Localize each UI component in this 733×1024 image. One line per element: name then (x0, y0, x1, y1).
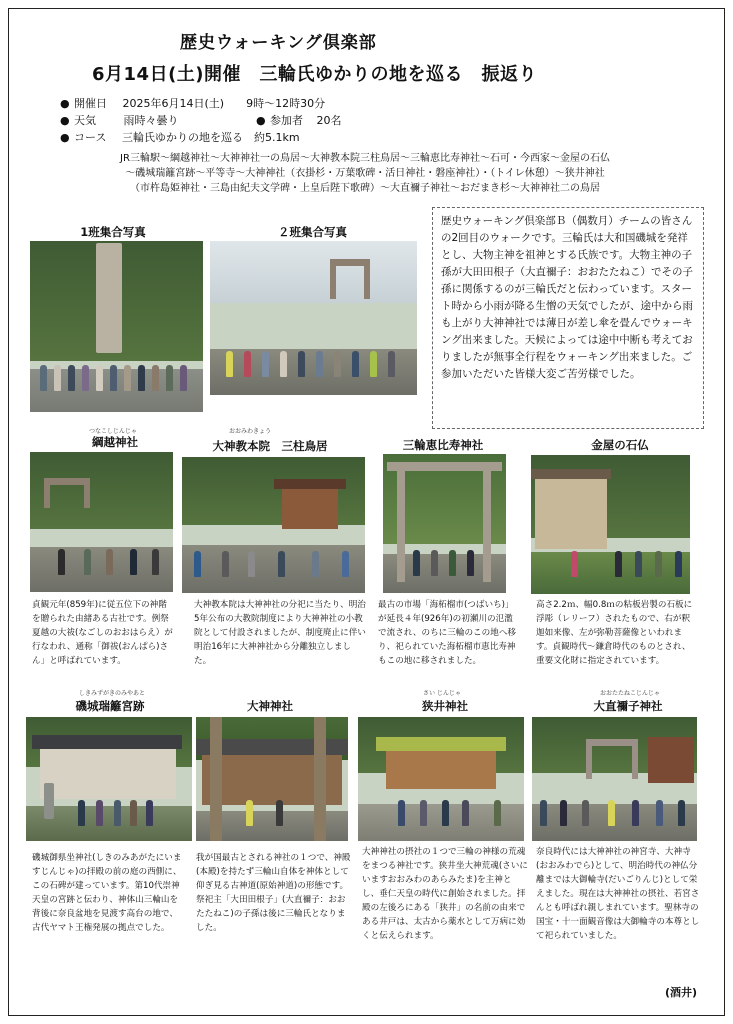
route-line-2: ～磯城瑞籬宮跡～平等寺～大神神社（衣掛杉・万葉歌碑・活日神社・磐座神社）・（トイレ休憩）～狭井神社 (125, 168, 605, 179)
course-value: 三輪氏ゆかりの地を巡る 約5.1km (121, 131, 300, 144)
tsunakoshi-desc: 貞観元年(859年)に従五位下の神階を贈られた由緒ある古社です。例祭 夏越の大祓(なごしのおおはらえ）が行なわれ、通称「御祓(おんぱら)さん」と呼ばれています。 (32, 600, 178, 666)
oomiwa-photo (196, 717, 348, 841)
sai-photo (358, 717, 524, 841)
sai-caption: 狭井神社 (422, 699, 468, 713)
oomiwa-caption: 大神神社 (247, 699, 293, 713)
route-line-3: （市杵島姫神社・三島由紀夫文学碑・上皇后陛下歌碑）～大直禰子神社～おだまき杉～大神神社二の鳥居 (130, 183, 600, 194)
tsunakoshi-caption: 綱越神社 (92, 435, 138, 449)
weather-label: 天気 (74, 114, 96, 127)
tsunakoshi-ruby: つなこしじんじゃ (88, 428, 137, 435)
sai-desc: 大神神社の摂社の１つで三輪の神様の荒魂をまつる神社です。狭井坐大神荒魂(さいにいますおおみわのあらみたま)を主神とし、垂仁天皇の時代に創始されました。拝殿の左後ろにある「狭井」の名前の由来である井戸は、太古から薬水として万病に効くと伝えられます。 (362, 847, 528, 941)
event-title: 6月14日(土)開催 三輪氏ゆかりの地を巡る 振返り (92, 64, 538, 85)
shiki-caption: 磯城瑞籬宮跡 (75, 699, 145, 713)
otataneko-desc: 奈良時代には大神神社の神宮寺、大神寺(おおみわでら)として、明治時代の神仏分離までは大御輪寺(だいごりんじ)として栄えました。現在は大神神社の摂社、若宮さんとも呼ばれ親しまれています。聖林寺の国宝・十一面観音像は大御輪寺の本尊として祀られていました。 (536, 847, 700, 941)
author-signature: (酒井) (664, 986, 697, 999)
otataneko-ruby: おおたたねこじんじゃ (599, 690, 660, 697)
otataneko-caption: 大直禰子神社 (593, 699, 663, 713)
date-label: 開催日 (74, 97, 107, 110)
bullet-icon: ● (256, 114, 266, 127)
group1-photo (30, 241, 203, 412)
group2-caption: ２班集合写真 (278, 225, 347, 239)
ebisu-desc: 最古の市場「海柘榴市(つばいち)」が延長４年(926年)の初瀬川の氾濫で流され、のちに三輪のこの地へ移り、祀られていた海柘榴市恵比寿神もこの地に移されました。 (378, 600, 517, 666)
route-line-1: JR三輪駅～綱越神社～大神神社一の鳥居～大神教本院三柱鳥居～三輪恵比寿神社～石可・今西家～金屋の石仏 (120, 153, 610, 164)
course-label: コース (74, 131, 107, 144)
weather-value: 雨時々曇り (123, 114, 179, 127)
summary-note: 歴史ウォーキング倶楽部Ｂ（偶数月）チームの皆さんの2回目のウォークです。三輪氏は大和国磯城を発祥とし、大物主神を祖神とする氏族です。大物主神の子孫が大田田根子（大直禰子：おおたたねこ）でその子孫に関係するのが三輪氏だと伝わっています。スタート時から小雨が降る生憎の天気でしたが、途中から雨も上がり大神神社では薄日が差し傘を畳んでウォーキング出来ました。天候によっては途中中断も考えておりましたが無事全行程をウォーキング出来ました。ご参加いただいた皆様大変ご苦労様でした。 (432, 207, 704, 429)
ebisu-caption: 三輪恵比寿神社 (402, 438, 484, 452)
shiki-photo (26, 717, 192, 841)
participants-value: 20名 (316, 114, 342, 127)
info-participants (256, 112, 342, 129)
oomiwakyo-caption: 大神教本院 三柱鳥居 (212, 439, 328, 453)
group2-photo (210, 241, 417, 395)
kanaya-desc: 高さ2.2ｍ、幅0.8ｍの粘板岩製の石板に浮彫（レリーフ）されたもので、右が釈迦如来像、左が弥勒菩薩像といわれます。貞観時代～鎌倉時代のものとされ、重要文化財に指定されています。 (536, 600, 693, 666)
shiki-ruby: しきみずがきのみやあと (78, 690, 145, 697)
oomiwakyo-desc: 大神教本院は大神神社の分祀に当たり、明治5年公布の大教院制度により大神神社の小教院として付設されましたが、制度廃止に伴い明治16年に大神神社から分離独立しました。 (194, 600, 366, 666)
oomiwakyo-ruby: おおみわきょう (228, 428, 271, 435)
date-value: 2025年6月14日(土) 9時～12時30分 (122, 97, 326, 110)
ebisu-photo (383, 454, 506, 593)
sai-ruby: さい じんじゃ (423, 690, 461, 697)
participants-label: 参加者 (270, 114, 303, 127)
info-weather (60, 112, 179, 129)
tsunakoshi-photo (30, 452, 173, 592)
kanaya-caption: 金屋の石仏 (591, 438, 649, 452)
bullet-icon: ● (60, 131, 70, 144)
club-title: 歴史ウォーキング倶楽部 (180, 33, 377, 53)
otataneko-photo (532, 717, 697, 841)
kanaya-photo (531, 455, 690, 594)
group1-caption: 1班集合写真 (80, 225, 146, 239)
oomiwakyo-photo (182, 457, 365, 593)
info-date (60, 95, 325, 112)
shiki-desc: 磯城御県坐神社(しきのみあがたにいますじんじゃ)の拝殿の前の庭の西側に、この石碑が建っています。第10代崇神天皇の宮跡と伝わり、神体山三輪山を背後に奈良盆地を見渡す高台の地で、古代ヤマト王権発展の拠点でした。 (32, 853, 182, 933)
bullet-icon: ● (60, 114, 70, 127)
oomiwa-desc: 我が国最古とされる神社の１つで、神殿(本殿)を持たず三輪山自体を神体として仰ぎ見る古神道(原始神道)の形態です。祭祀主「大田田根子」(大直禰子：おおたたねこ)の子孫は後に三輪氏となりました。 (196, 853, 351, 933)
bullet-icon: ● (60, 97, 70, 110)
info-course (60, 129, 300, 146)
